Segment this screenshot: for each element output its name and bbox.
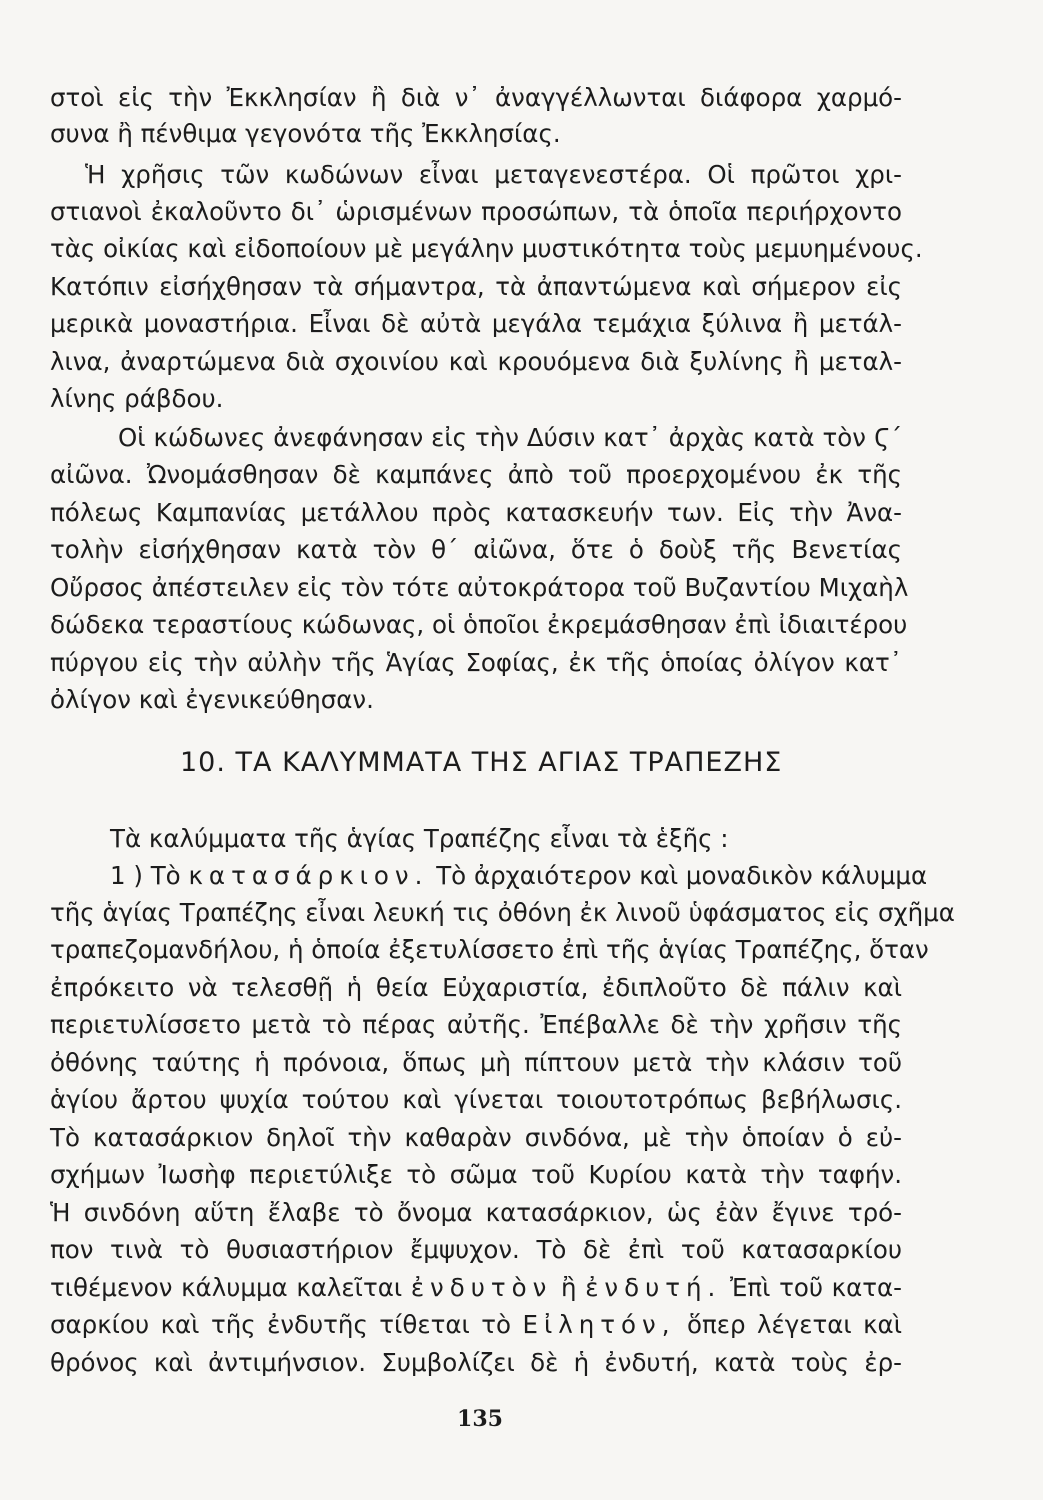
text-line: ἁγίου ἄρτου ψυχία τούτου καὶ γίνεται τοιουτοτρόπως βεβήλωσις.: [50, 1085, 902, 1114]
section-heading: 10. ΤΑ ΚΑΛΥΜΜΑΤΑ ΤΗΣ ΑΓΙΑΣ ΤΡΑΠΕΖΗΣ: [180, 747, 783, 778]
text-line: [110, 856, 928, 896]
text-span: ὅπερ λέγεται καὶ: [686, 1310, 903, 1339]
text-line: ὀλίγον καὶ ἐγενικεύθησαν.: [50, 685, 374, 714]
text-line: Οὔρσος ἀπέστειλεν εἰς τὸν τότε αὐτοκράτορα τοῦ Βυζαντίου Μιχαὴλ: [50, 573, 909, 602]
text-line: λινα, ἀναρτώμενα διὰ σχοινίου καὶ κρουόμενα διὰ ξυλίνης ἢ μεταλ-: [50, 347, 902, 376]
text-line: Τὰ καλύμματα τῆς ἁγίας Τραπέζης εἶναι τὰ ἑξῆς :: [110, 824, 729, 853]
text-line: [50, 1268, 902, 1308]
text-line: σχήμων Ἰωσὴφ περιετύλιξε τὸ σῶμα τοῦ Κυρίου κατὰ τὴν ταφήν.: [50, 1160, 902, 1189]
text-line: αἰῶνα. Ὠνομάσθησαν δὲ καμπάνες ἀπὸ τοῦ προερχομένου ἐκ τῆς: [50, 460, 902, 489]
spaced-term: κατασάρκιον.: [188, 861, 429, 890]
text-line: ὀθόνης ταύτης ἡ πρόνοια, ὅπως μὴ πίπτουν μετὰ τὴν κλάσιν τοῦ: [50, 1048, 902, 1077]
text-span: Τὸ ἀρχαιότερον καὶ μοναδικὸν κάλυμμα: [436, 861, 928, 890]
spaced-term: Εἰλητόν,: [522, 1310, 676, 1339]
text-line: θρόνος καὶ ἀντιμήνσιον. Συμβολίζει δὲ ἡ ἐνδυτή, κατὰ τοὺς ἐρ-: [50, 1348, 902, 1377]
text-span: σαρκίου καὶ τῆς ἐνδυτῆς τίθεται τὸ: [50, 1310, 511, 1339]
text-line: Ἡ σινδόνη αὕτη ἔλαβε τὸ ὄνομα κατασάρκιον, ὡς ἐὰν ἔγινε τρό-: [50, 1198, 902, 1227]
text-line: [50, 1305, 902, 1345]
text-line: περιετυλίσσετο μετὰ τὸ πέρας αὐτῆς. Ἐπέβαλλε δὲ τὴν χρῆσιν τῆς: [50, 1010, 902, 1039]
text-line: Κατόπιν εἰσήχθησαν τὰ σήμαντρα, τὰ ἀπαντώμενα καὶ σήμερον εἰς: [50, 272, 902, 301]
text-line: στιανοὶ ἐκαλοῦντο δι᾿ ὡρισμένων προσώπων, τὰ ὁποῖα περιήρχοντο: [50, 197, 902, 226]
text-line: Ἡ χρῆσις τῶν κωδώνων εἶναι μεταγενεστέρα. Οἱ πρῶτοι χρι-: [85, 160, 902, 189]
text-line: συνα ἢ πένθιμα γεγονότα τῆς Ἐκκλησίας.: [50, 119, 561, 148]
text-line: πύργου εἰς τὴν αὐλὴν τῆς Ἁγίας Σοφίας, ἐκ τῆς ὁποίας ὀλίγον κατ᾿: [50, 648, 902, 677]
text-line: λίνης ράβδου.: [50, 384, 224, 413]
text-line: Οἱ κώδωνες ἀνεφάνησαν εἰς τὴν Δύσιν κατ᾿ ἀρχὰς κατὰ τὸν Ϛ΄: [118, 423, 902, 452]
text-line: στοὶ εἰς τὴν Ἐκκλησίαν ἢ διὰ ν᾿ ἀναγγέλλωνται διάφορα χαρμό-: [50, 83, 902, 112]
text-line: τραπεζομανδήλου, ἡ ὁποία ἐξετυλίσσετο ἐπὶ τῆς ἁγίας Τραπέζης, ὅταν: [50, 935, 929, 964]
item-number: 1 ) Τὸ: [110, 861, 181, 890]
spaced-term: ἐνδυτὸν: [410, 1273, 553, 1302]
text-span: τιθέμενον κάλυμμα καλεῖται: [50, 1273, 403, 1302]
text-span: ἢ: [561, 1273, 577, 1302]
text-line: τολὴν εἰσήχθησαν κατὰ τὸν θ΄ αἰῶνα, ὅτε ὁ δοὺξ τῆς Βενετίας: [50, 535, 902, 564]
text-line: Τὸ κατασάρκιον δηλοῖ τὴν καθαρὰν σινδόνα, μὲ τὴν ὁποίαν ὁ εὐ-: [50, 1123, 902, 1152]
text-line: τῆς ἁγίας Τραπέζης εἶναι λευκή τις ὀθόνη ἐκ λινοῦ ὑφάσματος εἰς σχῆμα: [50, 898, 955, 927]
page-number: 135: [457, 1406, 503, 1432]
text-line: μερικὰ μοναστήρια. Εἶναι δὲ αὐτὰ μεγάλα τεμάχια ξύλινα ἢ μετάλ-: [50, 309, 902, 338]
text-line: πόλεως Καμπανίας μετάλλου πρὸς κατασκευήν των. Εἰς τὴν Ἀνα-: [50, 498, 902, 527]
text-line: τὰς οἰκίας καὶ εἰδοποίουν μὲ μεγάλην μυστικότητα τοὺς μεμυημένους.: [50, 234, 923, 263]
text-line: πον τινὰ τὸ θυσιαστήριον ἔμψυχον. Τὸ δὲ ἐπὶ τοῦ κατασαρκίου: [50, 1235, 902, 1264]
text-line: δώδεκα τεραστίους κώδωνας, οἱ ὁποῖοι ἐκρεμάσθησαν ἐπὶ ἰδιαιτέρου: [50, 610, 908, 639]
spaced-term: ἐνδυτή.: [585, 1273, 722, 1302]
text-line: ἐπρόκειτο νὰ τελεσθῇ ἡ θεία Εὐχαριστία, ἐδιπλοῦτο δὲ πάλιν καὶ: [50, 973, 902, 1002]
text-span: Ἐπὶ τοῦ κατα-: [730, 1273, 903, 1302]
